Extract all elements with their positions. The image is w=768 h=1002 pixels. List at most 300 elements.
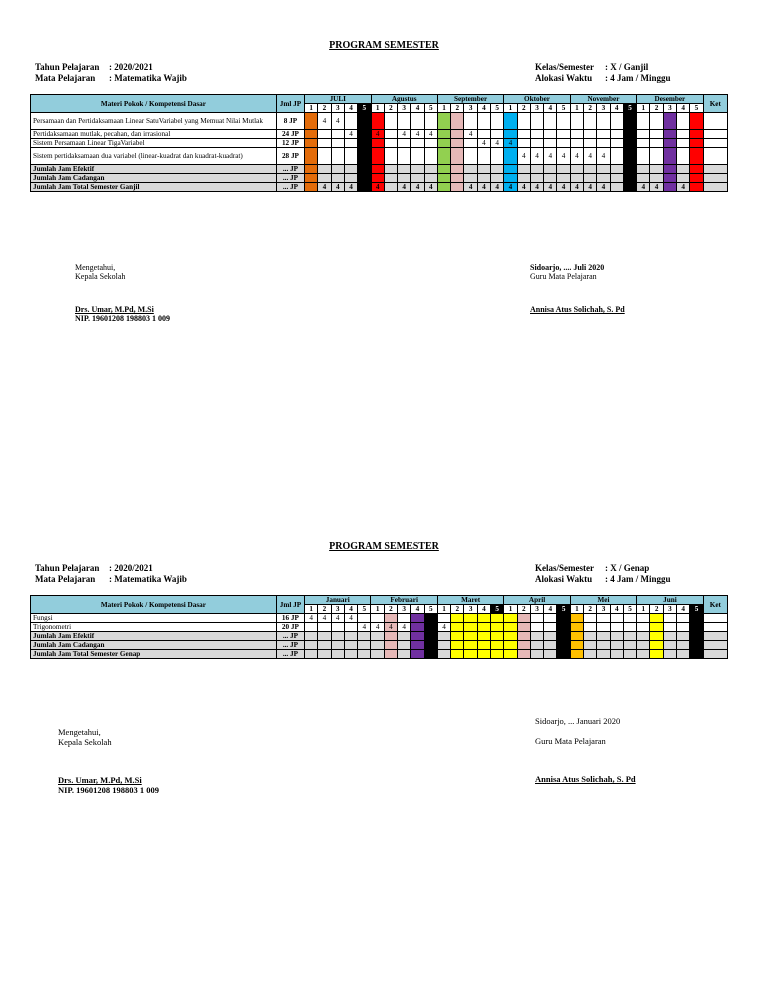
- week-cell: [371, 113, 384, 130]
- week-cell: [610, 623, 623, 632]
- mapel-label: Mata Pelajaran: [35, 73, 96, 83]
- alokasi-label: Alokasi Waktu: [535, 574, 593, 584]
- week-cell: 4: [544, 148, 557, 165]
- week-cell: [331, 165, 344, 174]
- week-cell: [544, 130, 557, 139]
- materi-cell: Jumlah Jam Efektif: [31, 632, 277, 641]
- week-header: 2: [318, 605, 331, 614]
- week-cell: [677, 623, 690, 632]
- week-header: 2: [384, 104, 397, 113]
- week-cell: [424, 614, 437, 623]
- week-cell: [677, 632, 690, 641]
- week-cell: [517, 130, 530, 139]
- week-cell: [318, 641, 331, 650]
- week-cell: [318, 174, 331, 183]
- week-cell: [464, 641, 477, 650]
- week-cell: [597, 632, 610, 641]
- week-cell: [424, 632, 437, 641]
- week-cell: [690, 614, 703, 623]
- week-cell: [398, 632, 411, 641]
- week-cell: [305, 632, 318, 641]
- week-cell: [530, 632, 543, 641]
- week-cell: [504, 641, 517, 650]
- week-cell: 4: [677, 183, 690, 192]
- week-cell: [663, 641, 676, 650]
- week-cell: [597, 174, 610, 183]
- week-cell: [610, 614, 623, 623]
- week-cell: [584, 641, 597, 650]
- week-cell: [504, 614, 517, 623]
- week-cell: [650, 130, 663, 139]
- week-cell: 4: [544, 183, 557, 192]
- jml-cell: ... JP: [276, 641, 304, 650]
- jml-cell: ... JP: [276, 174, 304, 183]
- jml-cell: 16 JP: [276, 614, 304, 623]
- week-cell: [477, 623, 490, 632]
- week-cell: [464, 113, 477, 130]
- week-cell: [437, 113, 450, 130]
- week-cell: [677, 130, 690, 139]
- week-header: 3: [331, 605, 344, 614]
- week-cell: [437, 139, 450, 148]
- week-cell: [530, 113, 543, 130]
- week-header: 1: [504, 605, 517, 614]
- week-header: 2: [650, 104, 663, 113]
- week-header: 1: [437, 104, 450, 113]
- week-cell: [570, 623, 583, 632]
- week-cell: [530, 165, 543, 174]
- week-header: 1: [305, 605, 318, 614]
- week-cell: [637, 148, 650, 165]
- week-cell: [504, 130, 517, 139]
- week-cell: [477, 632, 490, 641]
- week-cell: [570, 174, 583, 183]
- week-cell: [451, 183, 464, 192]
- week-cell: [464, 174, 477, 183]
- week-cell: 4: [371, 183, 384, 192]
- week-cell: [610, 165, 623, 174]
- week-header: 4: [344, 104, 357, 113]
- week-cell: [517, 165, 530, 174]
- mengetahui-text: Mengetahui,: [75, 263, 116, 272]
- week-cell: [584, 614, 597, 623]
- week-cell: [437, 174, 450, 183]
- week-cell: [544, 641, 557, 650]
- table-row: [31, 623, 728, 632]
- week-cell: [411, 174, 424, 183]
- week-cell: 4: [398, 130, 411, 139]
- week-cell: [344, 174, 357, 183]
- week-cell: [305, 650, 318, 659]
- week-cell: [451, 641, 464, 650]
- week-cell: [570, 650, 583, 659]
- week-cell: 4: [517, 183, 530, 192]
- week-cell: [504, 165, 517, 174]
- week-cell: 4: [411, 183, 424, 192]
- week-header: 4: [610, 104, 623, 113]
- week-cell: [491, 632, 504, 641]
- week-cell: [424, 165, 437, 174]
- week-cell: [517, 614, 530, 623]
- week-cell: [491, 650, 504, 659]
- week-cell: [597, 139, 610, 148]
- week-cell: [451, 148, 464, 165]
- week-cell: [424, 641, 437, 650]
- week-header: 5: [358, 104, 371, 113]
- week-cell: [464, 623, 477, 632]
- mapel-value: : Matematika Wajib: [109, 574, 187, 584]
- ket-cell: [703, 165, 727, 174]
- week-cell: [557, 650, 570, 659]
- week-cell: [371, 614, 384, 623]
- week-cell: 4: [344, 183, 357, 192]
- jml-cell: 24 JP: [276, 130, 304, 139]
- week-cell: 4: [344, 614, 357, 623]
- week-cell: [331, 148, 344, 165]
- week-cell: [384, 165, 397, 174]
- week-cell: [371, 148, 384, 165]
- week-cell: [610, 183, 623, 192]
- week-cell: [305, 183, 318, 192]
- tahun-label: Tahun Pelajaran: [35, 563, 100, 573]
- week-cell: [504, 148, 517, 165]
- week-cell: [690, 148, 703, 165]
- week-cell: [451, 139, 464, 148]
- week-cell: [623, 183, 636, 192]
- week-cell: [544, 623, 557, 632]
- kelas-value: : X / Ganjil: [605, 62, 649, 72]
- week-cell: [610, 641, 623, 650]
- week-cell: [384, 650, 397, 659]
- header-jml: Jml JP: [276, 596, 304, 614]
- week-cell: [358, 174, 371, 183]
- week-header: 5: [690, 104, 703, 113]
- alokasi-value: : 4 Jam / Minggu: [605, 574, 671, 584]
- week-cell: [358, 641, 371, 650]
- week-cell: 4: [437, 623, 450, 632]
- week-cell: [504, 623, 517, 632]
- week-cell: [477, 641, 490, 650]
- materi-cell: Jumlah Jam Efektif: [31, 165, 277, 174]
- week-header: 1: [305, 104, 318, 113]
- week-cell: [650, 641, 663, 650]
- week-cell: [437, 632, 450, 641]
- week-cell: 4: [411, 130, 424, 139]
- week-cell: [517, 623, 530, 632]
- week-cell: 4: [464, 130, 477, 139]
- week-header: 3: [398, 104, 411, 113]
- week-cell: [517, 632, 530, 641]
- tahun-value: : 2020/2021: [109, 62, 153, 72]
- week-cell: [623, 130, 636, 139]
- week-cell: [584, 174, 597, 183]
- week-header: 2: [517, 104, 530, 113]
- week-cell: [677, 650, 690, 659]
- week-cell: [371, 632, 384, 641]
- week-cell: [437, 650, 450, 659]
- week-cell: [557, 165, 570, 174]
- week-cell: [623, 165, 636, 174]
- table-row: [31, 183, 728, 192]
- week-cell: 4: [424, 130, 437, 139]
- week-cell: [690, 650, 703, 659]
- info-left-ganjil: [35, 62, 187, 84]
- week-cell: [477, 130, 490, 139]
- week-header: 4: [677, 605, 690, 614]
- week-cell: [557, 139, 570, 148]
- week-cell: [584, 139, 597, 148]
- week-cell: [424, 623, 437, 632]
- week-cell: [491, 623, 504, 632]
- week-cell: [530, 650, 543, 659]
- week-cell: 4: [504, 139, 517, 148]
- kepala-sekolah-text: Kepala Sekolah: [58, 737, 112, 747]
- week-cell: [650, 113, 663, 130]
- week-cell: [344, 139, 357, 148]
- schedule-table-ganjil: [30, 94, 728, 192]
- week-cell: [584, 130, 597, 139]
- week-cell: [344, 113, 357, 130]
- month-header: Desember: [637, 95, 703, 104]
- kelas-label: Kelas/Semester: [535, 62, 594, 72]
- week-cell: [544, 632, 557, 641]
- signature-right-ganjil: [530, 263, 625, 314]
- ket-cell: [703, 139, 727, 148]
- week-header: 1: [570, 605, 583, 614]
- week-cell: [398, 650, 411, 659]
- week-header: 2: [451, 104, 464, 113]
- week-header: 1: [371, 104, 384, 113]
- week-cell: [411, 632, 424, 641]
- week-cell: [358, 614, 371, 623]
- week-cell: [344, 641, 357, 650]
- jml-cell: ... JP: [276, 183, 304, 192]
- week-cell: [690, 174, 703, 183]
- page-title-genap: PROGRAM SEMESTER: [329, 541, 439, 552]
- week-cell: [437, 183, 450, 192]
- week-cell: [663, 614, 676, 623]
- info-right-genap: [535, 563, 671, 585]
- week-cell: [597, 623, 610, 632]
- week-header: 5: [358, 605, 371, 614]
- materi-cell: Jumlah Jam Total Semester Genap: [31, 650, 277, 659]
- week-cell: [331, 650, 344, 659]
- week-cell: [451, 614, 464, 623]
- week-cell: [305, 174, 318, 183]
- week-cell: [557, 174, 570, 183]
- week-cell: [610, 650, 623, 659]
- week-cell: [517, 174, 530, 183]
- week-cell: [437, 165, 450, 174]
- week-cell: [464, 165, 477, 174]
- alokasi-label: Alokasi Waktu: [535, 73, 593, 83]
- week-cell: [305, 623, 318, 632]
- week-cell: [464, 632, 477, 641]
- kepala-sekolah-text: Kepala Sekolah: [75, 272, 126, 281]
- week-cell: 4: [398, 183, 411, 192]
- week-cell: [437, 130, 450, 139]
- week-cell: [623, 650, 636, 659]
- week-cell: [344, 148, 357, 165]
- week-cell: 4: [491, 183, 504, 192]
- week-cell: [623, 641, 636, 650]
- ket-cell: [703, 130, 727, 139]
- jml-cell: ... JP: [276, 650, 304, 659]
- week-header: 1: [637, 605, 650, 614]
- week-cell: [491, 113, 504, 130]
- tahun-label: Tahun Pelajaran: [35, 62, 100, 72]
- week-cell: [637, 614, 650, 623]
- week-cell: [344, 650, 357, 659]
- table-row: [31, 174, 728, 183]
- week-header: 1: [437, 605, 450, 614]
- week-header: 5: [557, 605, 570, 614]
- week-header: 3: [530, 104, 543, 113]
- week-cell: [318, 650, 331, 659]
- week-cell: [637, 130, 650, 139]
- ket-cell: [703, 632, 727, 641]
- jml-cell: ... JP: [276, 632, 304, 641]
- week-cell: [358, 183, 371, 192]
- week-cell: [371, 650, 384, 659]
- jml-cell: 12 JP: [276, 139, 304, 148]
- week-cell: [597, 130, 610, 139]
- mapel-value: : Matematika Wajib: [109, 73, 187, 83]
- ket-cell: [703, 641, 727, 650]
- week-header: 3: [398, 605, 411, 614]
- week-cell: [504, 113, 517, 130]
- week-cell: [677, 165, 690, 174]
- week-cell: [570, 632, 583, 641]
- week-header: 4: [544, 605, 557, 614]
- week-cell: [411, 650, 424, 659]
- week-cell: [623, 139, 636, 148]
- ket-cell: [703, 614, 727, 623]
- week-cell: 4: [530, 183, 543, 192]
- week-cell: 4: [331, 113, 344, 130]
- week-header: 2: [318, 104, 331, 113]
- week-cell: [663, 623, 676, 632]
- week-cell: [411, 165, 424, 174]
- week-cell: [663, 632, 676, 641]
- week-cell: [424, 113, 437, 130]
- week-cell: [650, 174, 663, 183]
- table-row: [31, 632, 728, 641]
- week-cell: [544, 165, 557, 174]
- week-cell: [344, 623, 357, 632]
- jml-cell: 8 JP: [276, 113, 304, 130]
- week-header: 2: [584, 605, 597, 614]
- week-cell: [597, 165, 610, 174]
- week-cell: [690, 641, 703, 650]
- week-cell: [663, 139, 676, 148]
- header-materi: Materi Pokok / Kompetensi Dasar: [31, 95, 277, 113]
- week-header: 3: [597, 605, 610, 614]
- week-cell: [623, 113, 636, 130]
- week-cell: 4: [570, 183, 583, 192]
- week-header: 3: [464, 605, 477, 614]
- week-header: 3: [530, 605, 543, 614]
- week-cell: 4: [570, 148, 583, 165]
- week-cell: [331, 130, 344, 139]
- week-cell: [358, 130, 371, 139]
- kepala-sekolah-name: Drs. Umar, M.Pd, M.Si: [75, 305, 154, 314]
- header-ket: Ket: [703, 596, 727, 614]
- week-cell: [411, 614, 424, 623]
- materi-cell: Pertidaksamaan mutlak, pecahan, dan irrasional: [31, 130, 277, 139]
- week-header: 3: [663, 605, 676, 614]
- ket-cell: [703, 113, 727, 130]
- materi-cell: Jumlah Jam Cadangan: [31, 641, 277, 650]
- jml-cell: 28 JP: [276, 148, 304, 165]
- week-header: 2: [451, 605, 464, 614]
- signature-right-genap: [535, 716, 636, 784]
- week-cell: [597, 641, 610, 650]
- jml-cell: ... JP: [276, 165, 304, 174]
- week-cell: [358, 632, 371, 641]
- week-cell: [491, 165, 504, 174]
- week-cell: [331, 641, 344, 650]
- guru-name: Annisa Atus Solichah, S. Pd: [530, 305, 625, 314]
- table-row: [31, 148, 728, 165]
- week-cell: [570, 165, 583, 174]
- week-cell: [451, 632, 464, 641]
- week-header: 5: [557, 104, 570, 113]
- materi-cell: Sistem pertidaksamaan dua variabel (linear-kuadrat dan kuadrat-kuadrat): [31, 148, 277, 165]
- month-header: Maret: [437, 596, 503, 605]
- week-cell: [544, 174, 557, 183]
- header-ket: Ket: [703, 95, 727, 113]
- alokasi-value: : 4 Jam / Minggu: [605, 73, 671, 83]
- week-cell: [344, 632, 357, 641]
- week-header: 4: [344, 605, 357, 614]
- materi-cell: Jumlah Jam Cadangan: [31, 174, 277, 183]
- month-header: Februari: [371, 596, 437, 605]
- week-cell: [663, 130, 676, 139]
- month-header: JULI: [305, 95, 371, 104]
- week-cell: [398, 148, 411, 165]
- week-cell: [451, 113, 464, 130]
- week-cell: [610, 113, 623, 130]
- ket-cell: [703, 148, 727, 165]
- week-cell: 4: [398, 623, 411, 632]
- ket-cell: [703, 174, 727, 183]
- week-header: 5: [424, 104, 437, 113]
- week-cell: 4: [584, 148, 597, 165]
- week-cell: [650, 623, 663, 632]
- week-cell: 4: [597, 183, 610, 192]
- week-cell: [477, 650, 490, 659]
- week-cell: [637, 641, 650, 650]
- table-row: [31, 641, 728, 650]
- signature-left-ganjil: [75, 263, 170, 323]
- week-cell: 4: [650, 183, 663, 192]
- week-cell: [477, 165, 490, 174]
- week-cell: [677, 139, 690, 148]
- week-cell: [557, 641, 570, 650]
- week-cell: 4: [318, 113, 331, 130]
- week-cell: 4: [318, 614, 331, 623]
- week-cell: [623, 174, 636, 183]
- week-cell: [530, 139, 543, 148]
- week-cell: [318, 148, 331, 165]
- week-cell: [491, 614, 504, 623]
- week-cell: [690, 130, 703, 139]
- week-cell: [464, 139, 477, 148]
- week-cell: [690, 623, 703, 632]
- week-header: 5: [491, 104, 504, 113]
- week-cell: [424, 174, 437, 183]
